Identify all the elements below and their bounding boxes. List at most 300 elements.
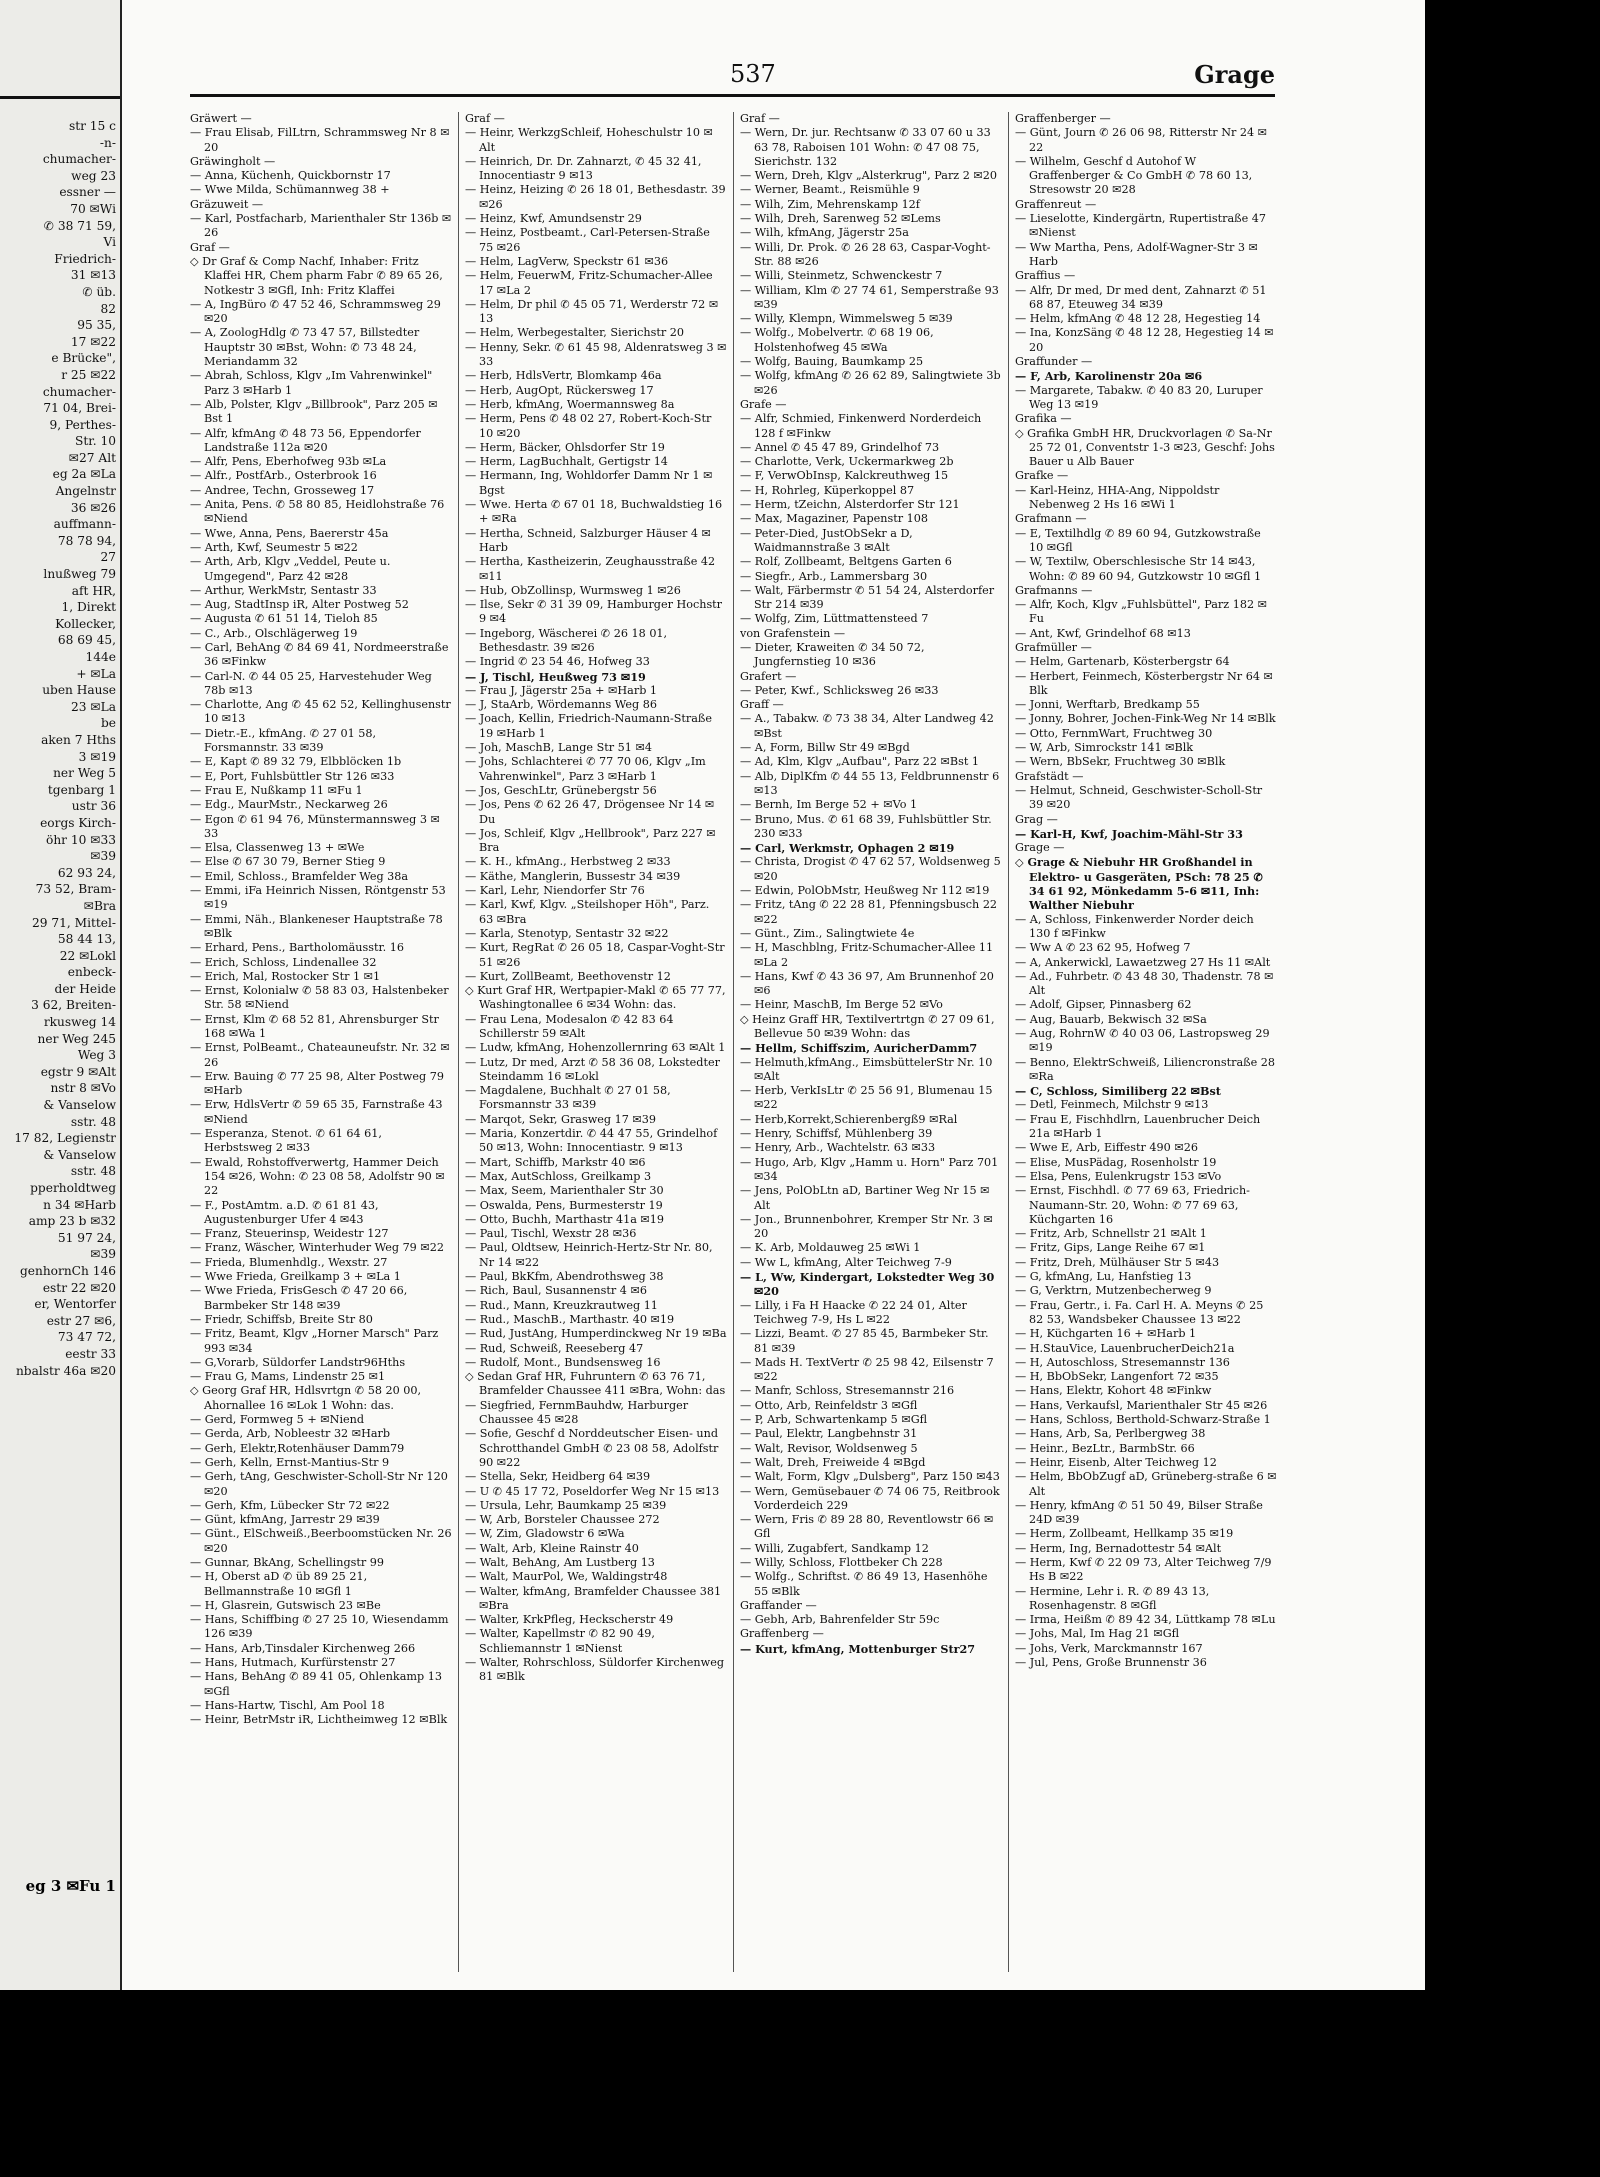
header-rule [190, 94, 1275, 97]
directory-entry: — Henry, Arb., Wachtelstr. 63 ✉33 [740, 1141, 936, 1155]
previous-page-line: e Brücke", [51, 351, 116, 366]
directory-entry: — Walt, Dreh, Freiweide 4 ✉Bgd [740, 1455, 926, 1469]
directory-entry: — A, Schloss, Finkenwerder Norder deich 130 f ✉Finkw [1015, 912, 1254, 940]
previous-page-line: 51 97 24, [57, 1230, 116, 1245]
directory-entry: — Rud., Mann, Kreuzkrautweg 11 [465, 1298, 658, 1312]
previous-page-line: ✉39 [90, 849, 116, 864]
directory-entry: — Ad, Klm, Klgv „Aufbau", Parz 22 ✉Bst 1 [740, 755, 980, 769]
directory-entry: — Franz, Wäscher, Winterhuder Weg 79 ✉22 [190, 1241, 444, 1255]
directory-entry: — Siegfr., Arb., Lammersbarg 30 [740, 569, 928, 583]
directory-entry: — H, Rohrleg, Küperkoppel 87 [740, 483, 915, 497]
directory-entry: — Johs, Mal, Im Hag 21 ✉Gfl [1015, 1627, 1180, 1641]
directory-entry: — Jul, Pens, Große Brunnenstr 36 [1015, 1656, 1207, 1670]
directory-entry: — Hans, Elektr, Kohort 48 ✉Finkw [1015, 1384, 1212, 1398]
surname-heading: Graffius — [1015, 269, 1076, 283]
directory-entry: — F, Arb, Karolinenstr 20a ✉6 [1015, 369, 1203, 384]
directory-entry: — Helm, BbObZugf aD, Grüneberg-straße 6 ✉Alt [1015, 1470, 1277, 1498]
previous-page-line: enbeck- [67, 965, 116, 980]
previous-page-line: er, Wentorfer [34, 1297, 116, 1312]
directory-entry: — Jon., Brunnenbohrer, Kremper Str Nr. 3 ✉20 [740, 1212, 993, 1241]
surname-heading: Grag — [1015, 812, 1058, 826]
directory-entry: — Erich, Mal, Rostocker Str 1 ✉1 [190, 969, 381, 983]
directory-entry: — Herb, kfmAng, Woermannsweg 8a [465, 397, 675, 411]
previous-page-footer: eg 3 ✉Fu 1 [25, 1877, 116, 1895]
previous-page-line: öhr 10 ✉33 [46, 832, 116, 847]
directory-entry: — Jens, PolObLtn aD, Bartiner Weg Nr 15 ✉Alt [740, 1184, 990, 1212]
directory-entry: — Alfr, Koch, Klgv „Fuhlsbüttel", Parz 182 ✉Fu [1015, 598, 1268, 626]
directory-entry: — Rud, Schweiß, Reeseberg 47 [465, 1341, 644, 1355]
previous-page-line: Weg 3 [77, 1048, 116, 1063]
directory-entry: — Kurt, ZollBeamt, Beethovenstr 12 [465, 969, 671, 983]
directory-entry: — A, IngBüro ✆ 47 52 46, Schrammsweg 29 ✉20 [190, 297, 441, 326]
directory-entry: — Ernst, Kolonialw ✆ 58 83 03, Halstenbeker Str. 58 ✉Niend [190, 984, 449, 1012]
directory-entry: — Gerh, Kelln, Ernst-Mantius-Str 9 [190, 1455, 390, 1469]
directory-entry: — Max, Magaziner, Papenstr 108 [740, 512, 928, 526]
directory-entry: — Arthur, WerkMstr, Sentastr 33 [190, 583, 377, 597]
directory-entry: — Hans, Verkaufsl, Marienthaler Str 45 ✉26 [1015, 1398, 1268, 1412]
previous-page-line: 73 47 72, [57, 1330, 116, 1345]
directory-entry: — Ludw, kfmAng, Hohenzollernring 63 ✉Alt 1 [465, 1041, 726, 1055]
directory-entry: — Alfr, Dr med, Dr med dent, Zahnarzt ✆ 51 68 87, Eteuweg 34 ✉39 [1015, 283, 1267, 311]
directory-entry: — H.StauVice, LauenbrucherDeich21a [1015, 1341, 1235, 1355]
surname-heading: Grage — [1015, 841, 1065, 855]
directory-entry: — Günt, kfmAng, Jarrestr 29 ✉39 [190, 1513, 380, 1527]
directory-entry: — Walter, Kapellmstr ✆ 82 90 49, Schliemannstr 1 ✉Nienst [465, 1627, 655, 1655]
directory-entry: — Ilse, Sekr ✆ 31 39 09, Hamburger Hochstr 9 ✉4 [465, 598, 723, 626]
directory-entry: — Karl-Heinz, HHA-Ang, Nippoldstr Nebenweg 2 Hs 16 ✉Wi 1 [1015, 483, 1220, 512]
directory-entry: — Helmuth,kfmAng., EimsbüttelerStr Nr. 10 ✉Alt [740, 1055, 993, 1083]
directory-entry: — Herbert, Feinmech, Kösterbergstr Nr 64 ✉Blk [1015, 669, 1273, 697]
previous-page-line: 70 ✉Wi [70, 201, 116, 216]
directory-entry: ◇ Georg Graf HR, Hdlsvrtgn ✆ 58 20 00, Ahornallee 16 ✉Lok 1 Wohn: das. [190, 1384, 422, 1412]
previous-page-line: & Vanselow [43, 1098, 116, 1113]
directory-entry: — Emil, Schloss., Bramfelder Weg 38a [190, 869, 409, 883]
directory-entry: — Charlotte, Verk, Uckermarkweg 2b [740, 455, 954, 469]
directory-entry: — L, Ww, Kindergart, Lokstedter Weg 30 ✉20 [740, 1270, 995, 1299]
previous-page-line: Kollecker, [55, 616, 116, 631]
column-divider [733, 112, 734, 1972]
previous-page-line: pperholdtweg [30, 1181, 116, 1195]
previous-page-line: + ✉La [76, 666, 116, 681]
directory-entry: — Ww A ✆ 23 62 95, Hofweg 7 [1015, 941, 1191, 955]
previous-page-line: chumacher- [42, 384, 116, 399]
previous-page-line: Str. 10 [75, 434, 116, 449]
directory-entry: — H, Küchgarten 16 + ✉Harb 1 [1015, 1327, 1197, 1341]
directory-entry: — Paul, Oldtsew, Heinrich-Hertz-Str Nr. 80, Nr 14 ✉22 [465, 1241, 713, 1269]
directory-entry: — Franz, Steuerinsp, Weidestr 127 [190, 1227, 389, 1241]
previous-page-line: aft HR, [71, 583, 116, 598]
previous-page-line: ✉39 [90, 1247, 116, 1262]
directory-entry: — Irma, Heißm ✆ 89 42 34, Lüttkamp 78 ✉Lu [1015, 1613, 1276, 1627]
directory-entry: — Johs, Verk, Marckmannstr 167 [1015, 1641, 1203, 1655]
previous-page-line: 82 [100, 301, 116, 316]
directory-entry: — Manfr, Schloss, Stresemannstr 216 [740, 1384, 955, 1398]
directory-entry: — Dieter, Kraweiten ✆ 34 50 72, Jungfernstieg 10 ✉36 [740, 640, 925, 669]
directory-entry: — Wilh, Dreh, Sarenweg 52 ✉Lems [740, 212, 941, 226]
directory-entry: — Werner, Beamt., Reismühle 9 [740, 183, 920, 197]
directory-entry: — Helm, Dr phil ✆ 45 05 71, Werderstr 72 ✉13 [465, 297, 719, 326]
previous-page-line: Angelnstr [55, 484, 116, 499]
directory-entry: — William, Klm ✆ 27 74 61, Semperstraße 93 ✉39 [740, 283, 999, 311]
directory-entry: — F, VerwObInsp, Kalckreuthweg 15 [740, 469, 949, 483]
directory-entry: — Hans, Kwf ✆ 43 36 97, Am Brunnenhof 20 ✉6 [740, 969, 994, 998]
directory-entry: — Rud., MaschB., Marthastr. 40 ✉19 [465, 1312, 675, 1326]
directory-entry: — J, StaArb, Wördemanns Weg 86 [465, 698, 657, 712]
directory-entry: — Anita, Pens. ✆ 58 80 85, Heidlohstraße 76 ✉Niend [190, 498, 445, 526]
directory-entry: — Alfr, kfmAng ✆ 48 73 56, Eppendorfer Landstraße 112a ✉20 [190, 426, 421, 454]
surname-heading: Grafmann — [1015, 512, 1087, 526]
directory-entry: — Walt, MaurPol, We, Waldingstr48 [465, 1570, 668, 1584]
surname-heading: Gräzuweit — [190, 197, 264, 211]
previous-page-line: 29 71, Mittel- [31, 915, 116, 930]
previous-page-line: 31 ✉13 [70, 268, 116, 283]
directory-entry: — Dietr.-E., kfmAng. ✆ 27 01 58, Forsmannstr. 33 ✉39 [190, 726, 377, 755]
directory-entry: — Herb, AugOpt, Rückersweg 17 [465, 383, 654, 397]
previous-page-line: ner Weg 245 [37, 1031, 116, 1046]
directory-entry: — Frau E, Nußkamp 11 ✉Fu 1 [190, 783, 363, 797]
previous-page-line: essner — [59, 185, 116, 200]
previous-page-line: 71 04, Brei- [43, 401, 116, 416]
directory-entry: — Jos, GeschLtr, Grünebergstr 56 [465, 783, 657, 797]
directory-entry: — Lilly, i Fa H Haacke ✆ 22 24 01, Alter Teichweg 7-9, Hs L ✉22 [740, 1298, 967, 1326]
directory-entry: — Peter, Kwf., Schlicksweg 26 ✉33 [740, 683, 939, 697]
directory-entry: — Gunnar, BkAng, Schellingstr 99 [190, 1555, 384, 1569]
directory-entry: — Edwin, PolObMstr, Heußweg Nr 112 ✉19 [740, 884, 990, 898]
surname-heading: Gräwingholt — [190, 154, 276, 168]
directory-entry: — Wwe Frieda, FrisGesch ✆ 47 20 66, Barmbeker Str 148 ✉39 [190, 1284, 408, 1312]
surname-heading: Grafmüller — [1015, 640, 1092, 654]
directory-entry: — Wwe, Anna, Pens, Baererstr 45a [190, 526, 389, 540]
directory-entry: — Hellm, Schiffszim, AuricherDamm7 [740, 1041, 978, 1056]
directory-entry: — Fritz, Gips, Lange Reihe 67 ✉1 [1015, 1241, 1206, 1255]
directory-entry: — Herb, VerkIsLtr ✆ 25 56 91, Blumenau 15 ✉22 [740, 1084, 993, 1112]
directory-entry: — Peter-Died, JustObSekr a D, Waidmannstraße 3 ✉Alt [740, 526, 913, 554]
column-3 [740, 112, 1002, 1972]
surname-heading: von Grafenstein — [740, 626, 846, 640]
directory-entry: — Hermine, Lehr i. R. ✆ 89 43 13, Rosenhagenstr. 8 ✉Gfl [1015, 1584, 1210, 1612]
directory-entry: — Elsa, Pens, Eulenkrugstr 153 ✉Vo [1015, 1169, 1222, 1183]
directory-entry: — W, Zim, Gladowstr 6 ✉Wa [465, 1527, 625, 1541]
directory-entry: — Frau Elisab, FilLtrn, Schrammsweg Nr 8 ✉20 [190, 126, 450, 154]
directory-entry: — Fritz, Beamt, Klgv „Horner Marsch" Parz 993 ✉34 [190, 1327, 439, 1355]
previous-page-line: 9, Perthes- [49, 417, 116, 432]
previous-page-line: 58 44 13, [57, 932, 116, 947]
directory-entry: — Siegfried, FernmBauhdw, Harburger Chaussee 45 ✉28 [465, 1398, 689, 1427]
directory-entry: — Willy, Schloss, Flottbeker Ch 228 [740, 1555, 943, 1569]
previous-page-line: 36 ✉26 [70, 500, 116, 515]
previous-page-line: r 25 ✉22 [61, 367, 116, 382]
previous-page-line: 22 ✉Lokl [59, 948, 116, 963]
previous-page-line: egstr 9 ✉Alt [40, 1064, 116, 1079]
column-1 [190, 112, 452, 1972]
directory-entry: — Ant, Kwf, Grindelhof 68 ✉13 [1015, 626, 1191, 640]
previous-page-line: 27 [100, 550, 116, 565]
directory-entry: — U ✆ 45 17 72, Poseldorfer Weg Nr 15 ✉13 [465, 1484, 720, 1498]
directory-entry: — Günt, Journ ✆ 26 06 98, Ritterstr Nr 24 ✉22 [1015, 126, 1268, 154]
directory-entry: — Magdalene, Buchhalt ✆ 27 01 58, Forsmannstr 33 ✉39 [465, 1084, 671, 1112]
directory-entry: — P, Arb, Schwartenkamp 5 ✉Gfl [740, 1413, 928, 1427]
page-number: 537 [730, 60, 776, 88]
directory-entry: — Walter, KrkPfleg, Heckscherstr 49 [465, 1613, 674, 1627]
directory-entry: — Frieda, Blumenhdlg., Wexstr. 27 [190, 1255, 388, 1269]
directory-entry: ◇ Heinz Graff HR, Textilvertrtgn ✆ 27 09 61, Bellevue 50 ✉39 Wohn: das [740, 1012, 995, 1040]
directory-entry: — Heinr, MaschB, Im Berge 52 ✉Vo [740, 998, 943, 1012]
directory-entry: — Wern, Fris ✆ 89 28 80, Reventlowstr 66 ✉Gfl [740, 1513, 994, 1541]
directory-entry: — G, Verktrn, Mutzenbecherweg 9 [1015, 1284, 1212, 1298]
surname-heading: Grafstädt — [1015, 769, 1084, 783]
directory-entry: — Paul, Elektr, Langbehnstr 31 [740, 1427, 918, 1441]
directory-entry: — Wwe Frieda, Greilkamp 3 + ✉La 1 [190, 1270, 401, 1284]
directory-entry: — A, Ankerwickl, Lawaetzweg 27 Hs 11 ✉Alt [1015, 955, 1271, 969]
directory-entry: — Henry, kfmAng ✆ 51 50 49, Bilser Straße 24D ✉39 [1015, 1498, 1263, 1527]
directory-entry: — Herb,Korrekt,Schierenbergß9 ✉Ral [740, 1112, 958, 1126]
surname-heading: Graffenberg — [740, 1627, 824, 1641]
directory-entry: — H, Autoschloss, Stresemannstr 136 [1015, 1355, 1230, 1369]
directory-entry: — Heinr, Eisenb, Alter Teichweg 12 [1015, 1455, 1217, 1469]
directory-entry: — Heinz, Postbeamt., Carl-Petersen-Straße 75 ✉26 [465, 226, 710, 254]
column-4 [1015, 112, 1277, 1972]
directory-entry: — A, Form, Billw Str 49 ✉Bgd [740, 741, 910, 755]
directory-entry: — Hans, Arb,Tinsdaler Kirchenweg 266 [190, 1641, 416, 1655]
directory-entry: — Carl, Werkmstr, Ophagen 2 ✉19 [740, 841, 955, 856]
previous-page-line: auffmann- [53, 517, 116, 532]
directory-entry: — Elsa, Classenweg 13 + ✉We [190, 841, 365, 855]
previous-page-line: eorgs Kirch- [40, 815, 116, 830]
directory-entry: — Jos, Pens ✆ 62 26 47, Drögensee Nr 14 ✉Du [465, 798, 715, 826]
directory-entry: — Paul, BkKfm, Abendrothsweg 38 [465, 1270, 664, 1284]
previous-page-line: -n- [99, 135, 116, 150]
directory-entry: — Mart, Schiffb, Markstr 40 ✉6 [465, 1155, 646, 1169]
column-divider [1008, 112, 1009, 1972]
directory-entry: — Walter, kfmAng, Bramfelder Chaussee 381 ✉Bra [465, 1584, 722, 1612]
directory-entry: — Anna, Küchenh, Quickbornstr 17 [190, 169, 391, 183]
directory-entry: — Esperanza, Stenot. ✆ 61 64 61, Herbstsweg 2 ✉33 [190, 1127, 382, 1155]
directory-entry: — Wwe E, Arb, Eiffestr 490 ✉26 [1015, 1141, 1198, 1155]
directory-entry: — A, ZoologHdlg ✆ 73 47 57, Billstedter Hauptstr 30 ✉Bst, Wohn: ✆ 73 48 24, Meriandamm 32 [190, 326, 420, 369]
previous-page-line: n 34 ✉Harb [43, 1197, 116, 1212]
directory-entry: — Wolfg, kfmAng ✆ 26 62 89, Salingtwiete 3b ✉26 [740, 369, 1001, 397]
directory-entry: — Augusta ✆ 61 51 14, Tieloh 85 [190, 612, 378, 626]
directory-entry: — C., Arb., Olschlägerweg 19 [190, 626, 358, 640]
directory-entry: ◇ Sedan Graf HR, Fuhruntern ✆ 63 76 71, Bramfelder Chaussee 411 ✉Bra, Wohn: das [465, 1370, 726, 1398]
directory-entry: — Willi, Zugabfert, Sandkamp 12 [740, 1541, 929, 1555]
directory-entry: — H, Oberst aD ✆ üb 89 25 21, Bellmannstraße 10 ✉Gfl 1 [190, 1570, 368, 1598]
previous-page-line: nstr 8 ✉Vo [50, 1081, 116, 1096]
directory-entry: — Günt., ElSchweiß.,Beerboomstücken Nr. 26 ✉20 [190, 1527, 452, 1555]
directory-entry: — Jos, Schleif, Klgv „Hellbrook", Parz 227 ✉Bra [465, 826, 716, 855]
previous-page-line: nbalstr 46a ✉20 [15, 1363, 116, 1378]
directory-entry: — Karl, Lehr, Niendorfer Str 76 [465, 884, 645, 898]
directory-entry: — Rolf, Zollbeamt, Beltgens Garten 6 [740, 555, 952, 569]
directory-entry: — Walter, Rohrschloss, Süldorfer Kirchenweg 81 ✉Blk [465, 1656, 724, 1684]
directory-entry: — G,Vorarb, Süldorfer Landstr96Hths [190, 1355, 406, 1369]
directory-entry: — Ursula, Lehr, Baumkamp 25 ✉39 [465, 1498, 667, 1512]
previous-page-line: 17 82, Legienstr [14, 1131, 116, 1146]
directory-entry: — Gebh, Arb, Bahrenfelder Str 59c [740, 1613, 940, 1627]
directory-entry: — Ewald, Rohstoffverwertg, Hammer Deich 154 ✉26, Wohn: ✆ 23 08 58, Adolfstr 90 ✉22 [190, 1155, 445, 1198]
directory-entry: — Wern, BbSekr, Fruchtweg 30 ✉Blk [1015, 755, 1226, 769]
directory-entry: — Ernst, PolBeamt., Chateauneufstr. Nr. 32 ✉26 [190, 1041, 450, 1069]
directory-entry: — Else ✆ 67 30 79, Berner Stieg 9 [190, 855, 386, 869]
directory-entry: — Herm, Bäcker, Ohlsdorfer Str 19 [465, 440, 665, 454]
directory-entry: — Aug, Bauarb, Bekwisch 32 ✉Sa [1015, 1012, 1207, 1026]
directory-entry: — Frau G, Mams, Lindenstr 25 ✉1 [190, 1370, 386, 1384]
directory-entry: — Elise, MusPädag, Rosenholstr 19 [1015, 1155, 1217, 1169]
directory-entry: — Emmi, iFa Heinrich Nissen, Röntgenstr 53 ✉19 [190, 884, 446, 912]
directory-entry: — Heinr, BetrMstr iR, Lichtheimweg 12 ✉Blk [190, 1713, 448, 1727]
directory-entry: — Bernh, Im Berge 52 + ✉Vo 1 [740, 798, 918, 812]
directory-entry: — Max, Seem, Marienthaler Str 30 [465, 1184, 664, 1198]
directory-entry: — Heinr., BezLtr., BarmbStr. 66 [1015, 1441, 1195, 1455]
previous-page-line: 3 ✉19 [78, 749, 116, 764]
directory-entry: — Fritz, Dreh, Mülhäuser Str 5 ✉43 [1015, 1255, 1220, 1269]
directory-entry: — Willy, Klempn, Wimmelsweg 5 ✉39 [740, 312, 953, 326]
directory-entry: — Lizzi, Beamt. ✆ 27 85 45, Barmbeker Str. 81 ✉39 [740, 1327, 989, 1355]
directory-entry: — Joach, Kellin, Friedrich-Naumann-Straße 19 ✉Harb 1 [465, 712, 712, 740]
directory-entry: — Friedr, Schiffsb, Breite Str 80 [190, 1312, 373, 1326]
directory-entry: — Otto, FernmWart, Fruchtweg 30 [1015, 726, 1213, 740]
directory-entry: ◇ Grage & Niebuhr HR Großhandel in Elektro- u Gasgeräten, PSch: 78 25 ✆ 34 61 92, Mönkedamm 5-6 ✉11, Inh: Walther Niebuhr [1015, 855, 1263, 913]
previous-page-line: weg 23 [71, 168, 116, 183]
directory-entry: — Alfr, Pens, Eberhofweg 93b ✉La [190, 455, 387, 469]
directory-entry: — Otto, Arb, Reinfeldstr 3 ✉Gfl [740, 1398, 918, 1412]
directory-entry: — Henry, Schiffsf, Mühlenberg 39 [740, 1127, 933, 1141]
directory-entry: — Otto, Buchh, Marthastr 41a ✉19 [465, 1212, 665, 1226]
previous-page-line: sstr. 48 [70, 1164, 116, 1179]
previous-page-line: eg 2a ✉La [52, 467, 116, 482]
directory-entry: — Helm, FeuerwM, Fritz-Schumacher-Allee 17 ✉La 2 [465, 269, 713, 297]
directory-entry: — Wern, Dr. jur. Rechtsanw ✆ 33 07 60 u 33 63 78, Raboisen 101 Wohn: ✆ 47 08 75, Sierichstr. 132 [740, 126, 991, 168]
directory-entry: — Christa, Drogist ✆ 47 62 57, Woldsenweg 5 ✉20 [740, 855, 1001, 883]
previous-page-line: 144e [85, 650, 116, 664]
directory-entry: — Hertha, Kastheizerin, Zeughausstraße 42 ✉11 [465, 555, 716, 583]
directory-entry: — Rudolf, Mont., Bundsensweg 16 [465, 1355, 661, 1369]
directory-entry: — G, kfmAng, Lu, Hanfstieg 13 [1015, 1270, 1192, 1284]
directory-entry: — E, Kapt ✆ 89 32 79, Elbblöcken 1b [190, 755, 402, 769]
previous-page-line: chumacher- [42, 152, 116, 167]
previous-page-line: estr 27 ✉6, [46, 1313, 116, 1328]
directory-entry: — Stella, Sekr, Heidberg 64 ✉39 [465, 1470, 651, 1484]
directory-entry: — Fritz, tAng ✆ 22 28 81, Pfenningsbusch 22 ✉22 [740, 898, 998, 926]
directory-entry: — Hertha, Schneid, Salzburger Häuser 4 ✉Harb [465, 526, 711, 554]
previous-page-line: ustr 36 [71, 799, 116, 814]
directory-entry: — Heinrich, Dr. Dr. Zahnarzt, ✆ 45 32 41, Innocentiastr 9 ✉13 [465, 154, 702, 183]
directory-entry: — Willi, Dr. Prok. ✆ 26 28 63, Caspar-Voght-Str. 88 ✉26 [740, 240, 991, 268]
directory-entry: — Walt, Revisor, Woldsenweg 5 [740, 1441, 918, 1455]
directory-entry: — Alb, DiplKfm ✆ 44 55 13, Feldbrunnenstr 6 ✉13 [740, 769, 1000, 797]
directory-entry: — Adolf, Gipser, Pinnasberg 62 [1015, 998, 1192, 1012]
directory-entry: — Wwe Milda, Schümannweg 38 + [190, 183, 390, 197]
directory-entry: — Marqot, Sekr, Grasweg 17 ✉39 [465, 1112, 657, 1126]
directory-entry: — Walt, Form, Klgv „Dulsberg", Parz 150 ✉43 [740, 1470, 1000, 1484]
previous-page-line: Vi [103, 235, 116, 250]
directory-entry: — Rud, JustAng, Humperdinckweg Nr 19 ✉Ba [465, 1327, 727, 1341]
directory-entry: — Ernst, Klm ✆ 68 52 81, Ahrensburger Str 168 ✉Wa 1 [190, 1012, 439, 1040]
surname-heading: Graffunder — [1015, 355, 1093, 369]
directory-entry: — Joh, MaschB, Lange Str 51 ✉4 [465, 741, 652, 755]
directory-entry: — Gerd, Formweg 5 + ✉Niend [190, 1413, 365, 1427]
previous-page-line: str 15 c [68, 119, 116, 133]
directory-entry: — Herm, Kwf ✆ 22 09 73, Alter Teichweg 7/9 Hs B ✉22 [1015, 1555, 1272, 1584]
directory-entry: — Herm, Ing, Bernadottestr 54 ✉Alt [1015, 1541, 1222, 1555]
previous-page-line: 62 93 24, [57, 865, 116, 880]
directory-entry: — Wilh, Zim, Mehrenskamp 12f [740, 197, 920, 211]
previous-page-line: ✆ üb. [82, 284, 116, 299]
directory-entry: — Hermann, Ing, Wohldorfer Damm Nr 1 ✉Bgst [465, 469, 713, 497]
previous-page-line: 3 62, Breiten- [31, 998, 116, 1013]
directory-entry: — Gerh, Elektr,Rotenhäuser Damm79 [190, 1441, 405, 1455]
previous-page-line: & Vanselow [43, 1147, 116, 1162]
previous-page-line: 23 ✉La [71, 699, 116, 714]
directory-entry: — Karl-H, Kwf, Joachim-Mähl-Str 33 [1015, 826, 1243, 841]
directory-entry: — Paul, Tischl, Wexstr 28 ✉36 [465, 1227, 637, 1241]
directory-entry: — Frau J, Jägerstr 25a + ✉Harb 1 [465, 683, 658, 697]
directory-entry: — Henny, Sekr. ✆ 61 45 98, Aldenratsweg 3 ✉33 [465, 340, 727, 369]
previous-page-line: 17 ✉22 [70, 334, 116, 349]
previous-page-line: sstr. 48 [70, 1114, 116, 1129]
previous-page-line: eestr 33 [65, 1346, 116, 1361]
directory-entry: — Frau Lena, Modesalon ✆ 42 83 64 Schillerstr 59 ✉Alt [465, 1012, 674, 1040]
directory-entry: — Hans, Arb, Sa, Perlbergweg 38 [1015, 1427, 1206, 1441]
directory-entry: — Alfr, Schmied, Finkenwerd Norderdeich 128 f ✉Finkw [740, 412, 982, 440]
surname-heading: Graffenberger — [1015, 112, 1111, 125]
directory-columns [190, 112, 1280, 1972]
directory-entry: — C, Schloss, Similiberg 22 ✉Bst [1015, 1084, 1221, 1099]
directory-entry: ◇ Grafika GmbH HR, Druckvorlagen ✆ Sa-Nr 25 72 01, Conventstr 1-3 ✉23, Geschf: Johs Bauer u Alb Bauer [1015, 426, 1275, 469]
directory-entry: — Aug, StadtInsp iR, Alter Postweg 52 [190, 598, 409, 612]
directory-entry: — Hans, Schloss, Berthold-Schwarz-Straße 1 [1015, 1413, 1271, 1427]
directory-entry: — Jonni, Werftarb, Bredkamp 55 [1015, 698, 1200, 712]
directory-entry: — J, Tischl, Heußweg 73 ✉19 [465, 669, 646, 684]
directory-entry: — Walt, Färbermstr ✆ 51 54 24, Alsterdorfer Str 214 ✉39 [740, 583, 995, 612]
directory-entry: — Karl, Postfacharb, Marienthaler Str 136b ✉26 [190, 212, 452, 240]
directory-entry: — Wilh, kfmAng, Jägerstr 25a [740, 226, 909, 240]
directory-entry: — Johs, Schlachterei ✆ 77 70 06, Klgv „Im Vahrenwinkel", Parz 3 ✉Harb 1 [465, 755, 706, 783]
surname-heading: Graf — [740, 112, 780, 125]
previous-page-line: aken 7 Hths [41, 732, 116, 747]
directory-entry: — Egon ✆ 61 94 76, Münstermannsweg 3 ✉33 [190, 812, 440, 840]
previous-page-line: der Heide [54, 981, 116, 996]
directory-entry: — Hans, Schiffbing ✆ 27 25 10, Wiesendamm 126 ✉39 [190, 1613, 449, 1641]
directory-entry: — Helm, Werbegestalter, Sierichstr 20 [465, 326, 685, 340]
directory-entry: — Alb, Polster, Klgv „Billbrook", Parz 205 ✉Bst 1 [190, 397, 438, 426]
surname-heading: Grafmanns — [1015, 583, 1093, 597]
previous-page-line: 1, Direkt [61, 600, 116, 615]
directory-entry: ◇ Dr Graf & Comp Nachf, Inhaber: Fritz Klaffei HR, Chem pharm Fabr ✆ 89 65 26, Notkestr 3 ✉Gfl, Inh: Fritz Klaffei [190, 254, 443, 297]
previous-page-edge [0, 0, 122, 1990]
directory-entry: — Lieselotte, Kindergärtn, Rupertistraße 47 ✉Nienst [1015, 212, 1267, 240]
column-divider [458, 112, 459, 1972]
directory-entry: — Ww Martha, Pens, Adolf-Wagner-Str 3 ✉Harb [1015, 240, 1258, 268]
directory-entry: — Ingrid ✆ 23 54 46, Hofweg 33 [465, 655, 650, 669]
column-2 [465, 112, 727, 1972]
directory-entry: — Erhard, Pens., Bartholomäusstr. 16 [190, 941, 404, 955]
directory-entry: — Kurt, kfmAng, Mottenburger Str27 [740, 1641, 976, 1656]
directory-entry: — Erw, HdlsVertr ✆ 59 65 35, Farnstraße 43 ✉Niend [190, 1098, 443, 1126]
directory-entry: — Wolfg., Schriftst. ✆ 86 49 13, Hasenhöhe 55 ✉Blk [740, 1570, 988, 1598]
directory-entry: — Käthe, Manglerin, Bussestr 34 ✉39 [465, 869, 681, 883]
directory-entry: — Wolfg, Zim, Lüttmattensteed 7 [740, 612, 929, 626]
directory-entry: — Karla, Stenotyp, Sentastr 32 ✉22 [465, 926, 669, 940]
surname-heading: Graffander — [740, 1598, 817, 1612]
directory-entry: — Erw. Bauing ✆ 77 25 98, Alter Postweg 79 ✉Harb [190, 1069, 444, 1098]
directory-entry: — Karl, Kwf, Klgv. „Steilshoper Höh", Parz. 63 ✉Bra [465, 898, 710, 926]
directory-entry: — Ina, KonzSäng ✆ 48 12 28, Hegestieg 14 ✉20 [1015, 326, 1274, 354]
directory-entry: — Frau, Gertr., i. Fa. Carl H. A. Meyns ✆ 25 82 53, Wandsbeker Chaussee 13 ✉22 [1015, 1298, 1264, 1326]
directory-entry: — Bruno, Mus. ✆ 61 68 39, Fuhlsbüttler Str. 230 ✉33 [740, 812, 992, 840]
directory-entry: — Andree, Techn, Grosseweg 17 [190, 483, 375, 497]
directory-entry: — Lutz, Dr med, Arzt ✆ 58 36 08, Lokstedter Steindamm 16 ✉Lokl [465, 1055, 720, 1083]
